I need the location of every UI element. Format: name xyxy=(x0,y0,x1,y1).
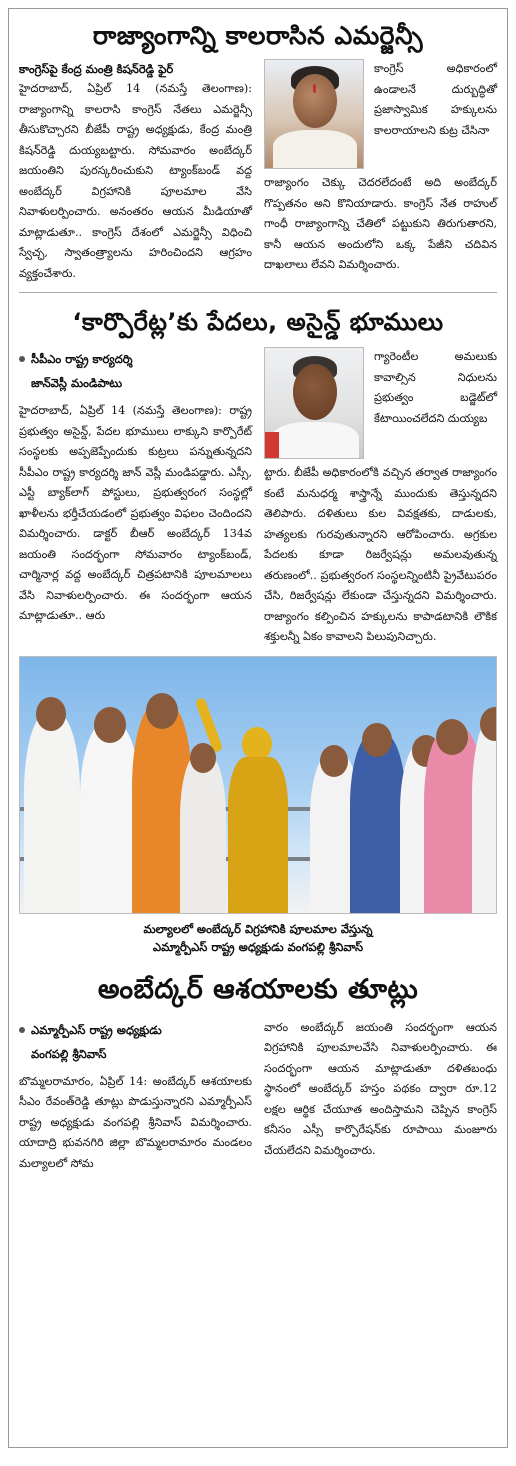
article1-headline: రాజ్యాంగాన్ని కాలరాసిన ఎమర్జెన్సీ xyxy=(92,21,424,50)
article2-col2-wrap: గ్యారెంటీల అమలుకు కావాల్సిన నిధులను ప్రభుత్వం బడ్జెట్‌లో కేటాయించలేదని దుయ్యబ xyxy=(374,350,497,425)
caption-line1: మల్యాలలో అంబేద్కర్ విగ్రహానికి పూలమాల వేస్తున్న xyxy=(143,921,373,936)
article1 xyxy=(9,59,507,284)
caption-line2: ఎమ్మార్పీఎస్ రాష్ట్ర అధ్యక్షుడు వంగపల్లి శ్రీనివాస్ xyxy=(152,939,364,954)
article2-col1: హైదరాబాద్, ఏప్రిల్ 14 (నమస్తే తెలంగాణ): రాష్ట్ర ప్రభుత్వం అసైన్డ్, పేదల భూములు లాక్కుని కార్పొరేట్ సంస్థలకు అప్పజెప్పేందుకు కుట్రలు పన్నుతున్నదని సీపీఎం రాష్ట్ర కార్యదర్శి జాన్ వెస్లీ మండిపడ్డారు. ఎస్సీ, ఎస్టీ బ్యాక్‌లాగ్ పోస్టులు, ప్రభుత్వరంగ సంస్థల్లో ఖాళీలను భర్తీచేయడంలో ప్రభుత్వం విఫలం చెందిందని విమర్శించారు. డాక్టర్ బీఆర్ అంబేద్కర్ 134వ జయంతి సందర్భంగా సోమవారం ట్యాంక్‌బండ్, చార్మినార్ల వద్ద అంబేద్కర్ చిత్రపటానికి పూలమాలలు వేసి నివాళులర్పించారు. ఈ సందర్భంగా ఆయన మాట్లాడుతూ.. ఆరు xyxy=(19,404,252,622)
article2-subhead-line1: సీపీఎం రాష్ట్ర కార్యదర్శి xyxy=(31,352,133,366)
article3-headline: అంబేద్కర్ ఆశయాలకు తూట్లు xyxy=(97,973,419,1005)
bullet-icon xyxy=(19,1027,25,1033)
article3-subhead xyxy=(19,1018,252,1066)
article3-subhead-line2: వంగపల్లి శ్రీనివాస్ xyxy=(31,1046,107,1061)
article2-headline: ‘కార్పొరేట్ల’కు పేదలు, అసైన్డ్ భూములు xyxy=(72,308,444,336)
face-shape xyxy=(293,74,337,128)
john-wesley-photo xyxy=(264,347,364,459)
person xyxy=(180,753,226,913)
article1-col2-rest: రాజ్యాంగం చెక్కు చెదరలేదంటే అది అంబేద్కర్ గొప్పతనం అని కొనియాడారు. కాంగ్రెస్ నేత రాహుల్ గాంధీ రాజ్యాంగాన్ని చేతిలో పట్టుకుని తిరుగుతారని, కానీ ఆయన అందులోని ఒక్క పేజీని చదివిన దాఖలాలు లేవని విమర్శించారు. xyxy=(264,176,497,271)
article3-col1: బొమ్మలరామారం, ఏప్రిల్ 14: అంబేద్కర్ ఆశయాలకు సీఎం రేవంత్‌రెడ్డి తూట్లు పొడుస్తున్నారని ఎమ్మార్పీఎస్ రాష్ట్ర అధ్యక్షుడు వంగపల్లి శ్రీనివాస్ విమర్శించారు. యాదాద్రి భువనగిరి జిల్లా బొమ్మలరామారం మండలం మల్యాలలో సోమ xyxy=(19,1074,252,1170)
ambedkar-statue-photo xyxy=(19,656,497,914)
face-shape xyxy=(293,364,337,420)
article2 xyxy=(9,347,507,648)
article3 xyxy=(9,1018,507,1175)
person xyxy=(80,723,140,913)
statue-figure xyxy=(218,717,298,914)
newspaper-page xyxy=(8,8,508,1448)
article3-subhead-line1: ఎమ్మార్పీఎస్ రాష్ట్ర అధ్యక్షుడు xyxy=(31,1022,162,1037)
bullet-icon xyxy=(19,356,25,362)
person xyxy=(350,733,406,913)
article2-subhead-line2: జాన్‌వెస్లీ మండిపాటు xyxy=(31,376,123,390)
article2-subhead xyxy=(19,347,252,395)
article3-col2: వారం అంబేద్కర్ జయంతి సందర్భంగా ఆయన విగ్రహానికి పూలమాలవేసి నివాళులర్పించారు. ఈ సందర్భంగా ఆయన మాట్లాడుతూ దళితబంధు స్థానంలో అంబేద్కర్ హస్తం పథకం ద్వారా రూ.12 లక్షల ఆర్థిక చేయూత అందిస్తామని చెప్పిన కాంగ్రెస్ కనీసం ఎస్సీ కార్పొరేషన్‌కు రూపాయి మంజూరు చేయలేదని విమర్శించారు. xyxy=(264,1020,497,1157)
article1-col2-wrap: కాంగ్రెస్ అధికారంలో ఉండాలనే దుర్బుద్ధితో ప్రజాస్వామిక హక్కులను కాలరాయాలని కుట్ర చేసినా xyxy=(374,62,497,137)
photo-caption xyxy=(9,914,507,956)
kishan-reddy-photo xyxy=(264,59,364,169)
person xyxy=(24,713,80,913)
article1-col1: హైదరాబాద్, ఏప్రిల్ 14 (నమస్తే తెలంగాణ): రాజ్యాంగాన్ని కాలరాసి కాంగ్రెస్ నేతలు ఎమర్జెన్సీ తీసుకొచ్చారని బీజేపీ రాష్ట్ర అధ్యక్షుడు, కేంద్ర మంత్రి కిషన్‌రెడ్డి దుయ్యబట్టారు. సోమవారం అంబేద్కర్ జయంతిని పురస్కరించుకుని ట్యాంక్‌బండ్ వద్ద అంబేద్కర్ విగ్రహానికి పూలమాల వేసి నివాళులర్పించారు. అనంతరం ఆయన మీడియాతో మాట్లాడుతూ.. కాంగ్రెస్ దేశంలో ఎమర్జెన్సీ విధించి స్వేచ్ఛ, స్వాతంత్ర్యాలను హరించిందని ఆగ్రహం వ్యక్తంచేశారు. xyxy=(19,82,252,280)
article1-subhead: కాంగ్రెస్‌పై కేంద్ర మంత్రి కిషన్‌రెడ్డి ఫైర్ xyxy=(19,62,174,76)
article2-col2-rest: ట్టారు. బీజేపీ అధికారంలోకి వచ్చిన తర్వాత రాజ్యాంగం కంటే మనుధర్మ శాస్త్రాన్నే ముందుకు తెస్తున్నదని తెలిపారు. దళితులు కుల వివక్షతకు, దాడులకు, హత్యలకు గురవుతున్నారని ఆరోపించారు. అగ్రకుల పేదలకు కూడా రిజర్వేషన్లు అమలవుతున్న తరుణంలో.. ప్రభుత్వరంగ సంస్థలన్నింటినీ ప్రైవేటుపరం చేసి, రిజర్వేషన్లు లేకుండా చేస్తున్నదని విమర్శించారు. రాజ్యాంగం కల్పించిన హక్కులను కాపాడటానికి లౌకిక శక్తులన్నీ ఏకం కావాలని పిలుపునిచ్చారు. xyxy=(264,466,497,643)
person xyxy=(472,717,497,913)
